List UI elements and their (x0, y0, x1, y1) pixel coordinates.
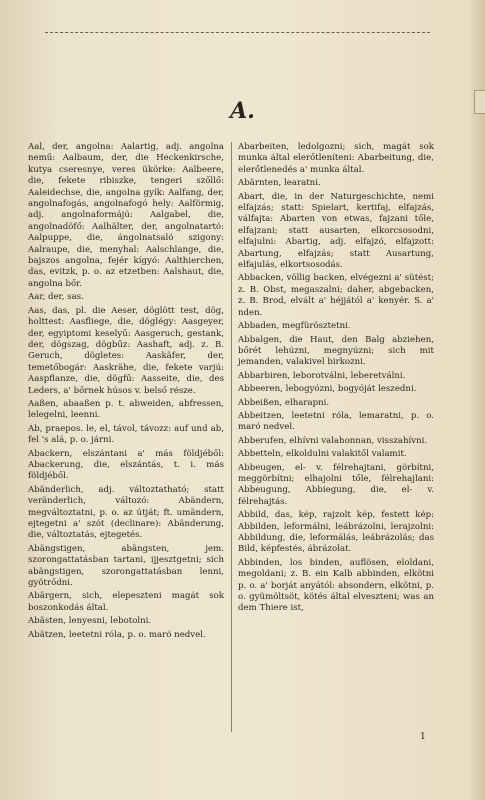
dictionary-entry: Abbild, das, kép, rajzolt kép, festett kép: Abbilden, leformálni, leábrázolni, lerajzolni: Abbildung, die, leformálás, leábrázolás; das Bild, képfestés, ábrázolat. (238, 510, 434, 555)
dictionary-entry: Abart, die, in der Naturgeschichte, nemi elfajzás; statt: Spielart, kertifaj, elfajzás, válfajta: Abarten von etwas, fajzani tőle, elfajzani; statt ausarten, elkorcsosodni, elfajulni: Abartig, adj. elfajzó, elfajzott: Abartung, elfajzás; statt Ausartung, elfajulás, elkortsosodás. (238, 191, 434, 271)
signature-mark: 1 (420, 732, 426, 742)
dictionary-entry: Abärnten, learatni. (238, 178, 321, 189)
dictionary-entry: Abbeugen, el- v. félrehajtani, görbítni, meggörbítni; elhajolni tőle, félrehajlani: Abbeugung, Abbiegung, die, el- v. félrehajtás. (238, 462, 434, 507)
dictionary-entry: Abberufen, elhívni valahonnan, visszahívni. (238, 435, 428, 446)
dictionary-entry: Abästen, lenyesni, lebotolni. (28, 616, 152, 627)
dictionary-entry: Abätzen, leetetni róla, p. o. maró nedvel. (28, 629, 206, 640)
dictionary-entry: Abbetteln, elkoldulni valakitől valamit. (238, 449, 407, 460)
dictionary-entry: Abarbeiten, ledolgozni; sich, magát sok munka által elerőtleníteni: Abarbeitung, die, elerőtlenedés a' munka által. (238, 142, 434, 175)
dictionary-entry: Abbarbiren, leborotválni, leberetválni. (238, 370, 406, 381)
dictionary-entry: Abackern, elszántani a' más földjéből: Abackerung, die, elszántás, t. i. más földjéből. (28, 448, 224, 482)
dictionary-entry: Aar, der, sas. (28, 292, 84, 303)
dictionary-entry: Abbeeren, lebogyózni, bogyóját leszedni. (238, 384, 417, 395)
dictionary-entry: Abbinden, los binden, auflösen, eloldani, megoldani; z. B. ein Kalb abbinden, elkötni p. o. a' borját anyától: absondern, elkötni, p. o. gyümöltsöt, kötés által elveszteni; was an dem Thiere ist, (238, 557, 434, 614)
dictionary-entry: Aal, der, angolna: Aalartig, adj. angolna nemű: Aalbaum, der, die Heckenkirsche, kutya cseresnye, veres ükörke: Aalbeere, die, fekete ribiszke, tengeri szőllő: Aaleidechse, die, angolna gyík: Aalfang, der, angolnafogás, angolnafogó hely: Aalförmig, adj. angolnaformájú: Aalgabel, die, angolnadöfő: Aalhälter, der, angolnatartó: Aalpuppe, die, ángolnatsaló szigony: Aalraupe, die, menyhal: Aalschlange, die, bajszos angolna, fejér kígyó: Aalthierchen, das, evitzk, p. o. az etzetben: Aalshaut, die, angolna bőr. (28, 142, 224, 289)
left-column (28, 142, 224, 643)
top-rule (45, 32, 430, 33)
dictionary-entry: Abbacken, völlig backen, elvégezni a' sütést; z. B. Obst, megaszalni; daher, abgebacken, z. B. Brod, elvált a' héjjától a' kenyér. S. a' nden. (238, 273, 434, 318)
right-column (238, 142, 434, 617)
dictionary-entry: Aaßen, abaaßen p. t. abweiden, abfressen, lelegelni, leenni. (28, 398, 224, 421)
dictionary-entry: Abänderlich, adj. változtatható; statt veränderlich, változó: Abändern, megváltoztatni, p. o. az útját; ft. umändern, ejtegetni a' szót (declinare): Abänderung, die, változtatás, ejtegetés. (28, 484, 224, 541)
section-heading: A. (230, 98, 255, 124)
dictionary-entry: Abängstigen, abängsten, jem. szorongattatásban tartani, ijjesztgetni; sich abängstigen, szorongattatásban lenni, gyötrődni. (28, 543, 224, 589)
column-divider (231, 142, 232, 732)
dictionary-entry: Abbalgen, die Haut, den Balg abziehen, bőrét lehúzni, megnyúzni; sich mit jemanden, valakivel birkozni. (238, 334, 434, 368)
dictionary-entry: Abbaden, megfürösztetni. (238, 321, 351, 332)
dictionary-entry: Aas, das, pl. die Aeser, döglött test, dög, holttest: Aasfliege, die, döglégy: Aasgeyer, der, egyiptomi keselyű: Aasgeruch, gestank, der, dögszag, dögbűz: Aashaft, adj. z. B. Geruch, dögletes: Aaskäfer, der, temetőbogár: Aaskrähe, die, fekete varjú: Aaspflanze, die, dögfű: Aasseite, die, des Leders, a' bőrnek húsos v. belső része. (28, 305, 224, 396)
dictionary-entry: Abbeißen, elharapni. (238, 397, 330, 408)
dictionary-entry: Abärgern, sich, elepeszteni magát sok boszonkodás által. (28, 591, 224, 613)
dictionary-entry: Abbeitzen, leetetni róla, lemaratni, p. o. maró nedvel. (238, 410, 434, 433)
dictionary-entry: Ab, praepos. le, el, távol, távozz: auf und ab, fel 's alá, p. o. járni. (28, 423, 224, 446)
